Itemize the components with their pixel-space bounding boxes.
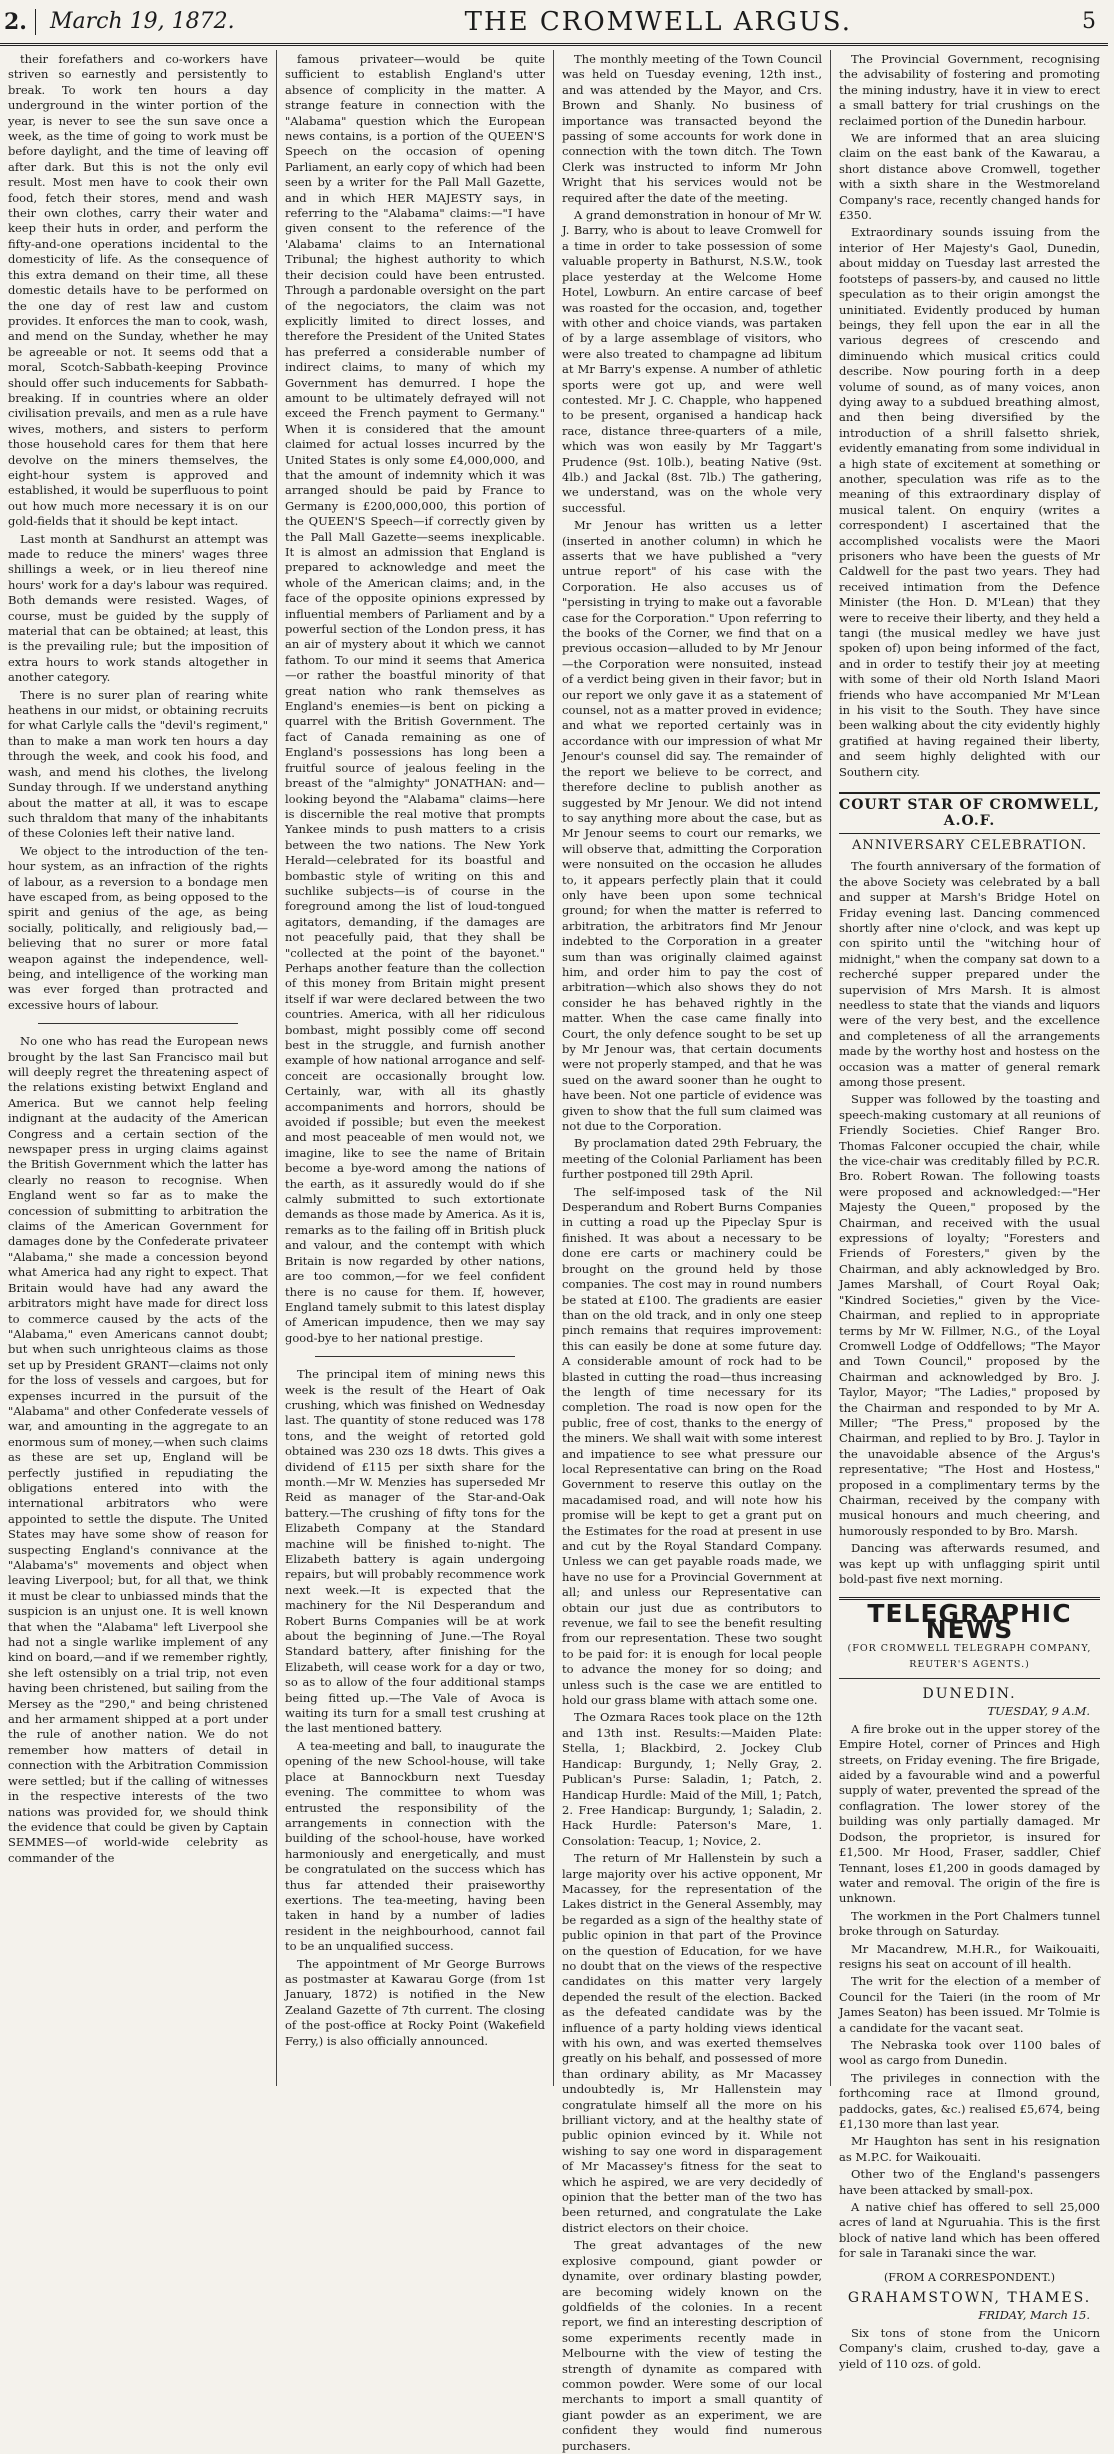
article-paragraph: A tea-meeting and ball, to inaugurate the opening of the new School-house, will take place at Bannockburn next Tuesday evening. The committee to whom was entrusted the responsibility of the arrangements in connection with the building of the school-house, have worked harmoniously and energetically, and must be congratulated on the success which has thus far attended their praiseworthy exertions. The tea-meeting, having been taken in hand by a number of ladies resident in the neighbourhood, cannot fail to be an unqualified success.: [285, 1738, 545, 1954]
article-paragraph: Mr Jenour has written us a letter (inserted in another column) in which he asserts that we have published a "very untrue report" of his case with the Corporation. He also accuses us of "persisting in trying to make out a favorable case for the Corporation." Upon referring to the books of the Corner, we find that on a previous occasion—alluded to by Mr Jenour—the Corporation were nonsuited, instead of a verdict being given in their favor; but in our report we only gave it as a statement of counsel, not as a matter proved in evidence; and what we reported certainly was in accordance with our impression of what Mr Jenour's counsel did say. The remainder of the report we believe to be correct, and therefore decline to publish another as suggested by Mr Jenour. We did not intend to say anything more about the case, but as Mr Jenour seems to court our remarks, we will observe that, admitting the Corporation were nonsuited on the occasion he alludes to, it appears perfectly plain that it could only have been upon some technical ground; for when the matter is referred to arbitration, the arbitrators find Mr Jenour indebted to the Corporation in a greater sum than was originally claimed against him, and order him to pay the cost of arbitration—which also shows they do not consider he has behaved rightly in the matter. When the case came finally into Court, the only defence sought to be set up by Mr Jenour was, that certain documents were not properly stamped, and that he was sued on the award sooner than he ought to have been. Not one particle of evidence was given to show that the full sum claimed was not due to the Corporation.: [562, 518, 822, 1134]
page-number-right: 5: [1082, 9, 1096, 34]
article-paragraph: No one who has read the European news brought by the last San Francisco mail but will deeply regret the threatening aspect of the relations existing betwixt England and America. But we cannot help feeling indignant at the audacity of the American Congress and a certain section of the newspaper press in urging claims against the British Government which the latter has clearly no reason to recognise. When England went so far as to make the concession of submitting to arbitration the claims of the American Government for damages done by the Confederate privateer "Alabama," she made a concession beyond what America had any right to expect. That Britain would have had any award the arbitrators might have made for direct loss to commerce caused by the acts of the "Alabama," even Americans cannot doubt; but when such unrighteous claims as those set up by President GRANT—claims not only for the loss of vessels and cargoes, but for expenses incurred in the pursuit of the "Alabama" and other Confederate vessels of war, and amounting in the aggregate to an enormous sum of money,—when such claims as these are set up, England will be perfectly justified in repudiating the obligations entered into with the international arbitrators who were appointed to settle the dispute. The United States may have some show of reason for suspecting England's connivance at the "Alabama's" movements and object when leaving Liverpool; but, for all that, we think it must be clear to unbiassed minds that the suspicion is an unjust one. It is well known that when the "Alabama" left Liverpool she had not a single warlike implement of any kind on board,—and if we remember rightly, she left ostensibly on a trial trip, not even having been christened, but sailing from the Mersey as the "290," and being christened and her armament shipped at a port under the rule of another nation. We do not remember how matters of detail in connection with the Arbitration Commission were settled; but if the calling of witnesses in the respective interests of the two nations was provided for, we should think the evidence that could be given by Captain SEMMES—of world-wide celebrity as commander of the: [8, 1034, 269, 1865]
correspondent-note: (FROM A CORRESPONDENT.): [883, 2270, 1055, 2284]
article-paragraph: We object to the introduction of the ten-hour system, as an infraction of the rights of labour, as a reversion to a bondage men have escaped from, as being opposed to the spirit and genius of the age, as being socially, politically, and religiously bad,—believing that no surer or more fatal weapon against the independence, well-being, and intelligence of the working man was ever forged than protracted and excessive hours of labour.: [8, 843, 268, 1012]
city-heading: GRAHAMSTOWN, THAMES.: [847, 2290, 1092, 2307]
divider: [38, 1023, 238, 1024]
article-paragraph: The great advantages of the new explosive compound, giant powder or dynamite, over ordinary blasting powder, are becoming widely known on the goldfields of the colonies. In a recent report, we find an interesting description of some experiments recently made in Melbourne with the view of testing the strength of dynamite as compared with common powder. Were some of our local merchants to import a small quantity of giant powder as an experiment, we are confident they would find numerous purchasers.: [562, 2238, 822, 2453]
dateline: FRIDAY, March 15.: [978, 2308, 1090, 2323]
news-item: Six tons of stone from the Unicorn Company's claim, crushed to-day, gave a yield of 110 ozs. of gold.: [839, 2325, 1100, 2371]
article-paragraph: We are informed that an area sluicing claim on the east bank of the Kawarau, a short distance above Cromwell, together with a sixth share in the Westmoreland Company's race, recently changed hands for £350.: [839, 131, 1100, 223]
article-paragraph: The fourth anniversary of the formation of the above Society was celebrated by a ball and supper at Marsh's Bridge Hotel on Friday evening last. Dancing commenced shortly after nine o'clock, and was kept up con spirito until the "witching hour of midnight," when the company sat down to a recherché supper prepared under the supervision of Mrs Marsh. It is almost needless to state that the viands and liquors were of the very best, and the excellence and completeness of all the arrangements made by the worthy host and hostess on the occasion was a matter of general remark among those present.: [839, 859, 1100, 1089]
article-paragraph: The Provincial Government, recognising the advisability of fostering and promoting the mining industry, have it in view to erect a small battery for trial crushings on the reclaimed portion of the Dunedin harbour.: [839, 52, 1100, 128]
news-item: Mr Haughton has sent in his resignation as M.P.C. for Waikouaiti.: [839, 2134, 1100, 2164]
news-item: The writ for the election of a member of Council for the Taieri (in the room of Mr James Seaton) has been issued. Mr Tolmie is a candidate for the vacant seat.: [839, 1974, 1100, 2035]
news-item: A native chief has offered to sell 25,000 acres of land at Nguruahia. This is the first block of native land which has been offered for sale in Taranaki since the war.: [839, 2200, 1100, 2261]
issue-date: March 19, 1872.: [49, 9, 235, 34]
news-item: The privileges in connection with the forthcoming race at Ilmond ground, paddocks, gates, &c.) realised £5,674, being £1,130 more than last year.: [839, 2070, 1100, 2131]
news-item: The Nebraska took over 1100 bales of wool as cargo from Dunedin.: [839, 2037, 1100, 2068]
column-1: [0, 50, 277, 2086]
masthead: [0, 0, 1108, 46]
newspaper-title: THE CROMWELL ARGUS.: [464, 6, 852, 37]
news-item: Mr Macandrew, M.H.R., for Waikouaiti, resigns his seat on account of ill health.: [839, 1941, 1100, 1971]
column-2: [277, 50, 554, 2086]
article-paragraph: Supper was followed by the toasting and speech-making customary at all reunions of Friendly Societies. Chief Ranger Bro. Thomas Falconer occupied the chair, while the vice-chair was creditably filled by P.C.R. Bro. Robert Rowan. The following toasts were proposed and acknowledged:—"Her Majesty the Queen," proposed by the Chairman, and received with the usual expressions of loyalty; "Foresters and Friends of Foresters," given by the Chairman, and ably acknowledged by Bro. James Marshall, of Court Royal Oak; "Kindred Societies," given by the Vice-Chairman, and replied to in appropriate terms by Mr W. Fillmer, N.G., of the Loyal Cromwell Lodge of Oddfellows; "The Mayor and Town Council," proposed by the Chairman and acknowledged by Bro. J. Taylor, Mayor; "The Ladies," proposed by the Chairman and responded to by Mr A. Miller; "The Press," proposed by the Chairman, and replied to by Bro. J. Taylor in the unavoidable absence of the Argus's representative; "The Host and Hostess," proposed in a complimentary terms by the Chairman, received by the company with musical honours and much cheering, and humorously responded to by Bro. Marsh.: [839, 1092, 1100, 1538]
page-number-left: 2.: [4, 9, 36, 35]
columns: [0, 50, 1108, 2453]
article-paragraph: By proclamation dated 29th February, the meeting of the Colonial Parliament has been further postponed till 29th April.: [562, 1136, 822, 1182]
section-heading-court-star: COURT STAR OF CROMWELL, A.O.F.: [839, 792, 1100, 834]
dateline: TUESDAY, 9 A.M.: [987, 1704, 1090, 1719]
column-3: [554, 50, 831, 2453]
article-paragraph: There is no surer plan of rearing white heathens in our midst, or obtaining recruits for what Carlyle calls the "devil's regiment," than to make a man work ten hours a day through the week, and cook his food, and wash, and mend his clothes, the livelong Sunday through. If we understand anything about the matter at all, it was to escape such thraldom that many of the inhabitants of these Colonies left their native land.: [8, 687, 268, 841]
article-paragraph: A grand demonstration in honour of Mr W. J. Barry, who is about to leave Cromwell for a time in order to take possession of some valuable property in Bathurst, N.S.W., took place yesterday at the Welcome Home Hotel, Lowburn. An entire carcase of beef was roasted for the occasion, and, together with other and choice viands, was partaken of by a large assemblage of visitors, who were also treated to champagne ad libitum at Mr Barry's expense. A number of athletic sports were got up, and were well contested. Mr J. C. Chapple, who happened to be present, organised a handicap hack race, distance three-quarters of a mile, which was won easily by Mr Taggart's Prudence (9st. 10lb.), beating Native (9st. 4lb.) and Jackal (8st. 7lb.) The gathering, we understand, was on the whole very successful.: [562, 208, 822, 515]
article-paragraph: their forefathers and co-workers have striven so earnestly and persistently to break. To work ten hours a day underground in the winter portion of the year, is never to see the sun save once a week, as the time of going to work must be before daylight, and the time of leaving off after dark. But this is not the only evil result. Most men have to cook their own food, fetch their stores, mend and wash their own clothes, carry their water and keep their huts in order, and perform the fifty-and-one operations incidental to the domesticity of life. As the consequence of this extra demand on their time, all these domestic details have to be performed on the one day of rest law and custom provides. It enforces the man to cook, wash, and mend on the Sunday, whether he may be agreeable or not. It seems odd that a moral, Scotch-Sabbath-keeping Province should offer such inducements for Sabbath-breaking. If in countries where an older civilisation prevails, and men as a rule have wives, mothers, and sisters to perform those household cares for them that here devolve on the miners themselves, the eight-hour system is approved and established, it would be superfluous to point out how much more necessary it is on our gold-fields that it should be kept intact.: [8, 52, 268, 529]
news-item: A fire broke out in the upper storey of the Empire Hotel, corner of Princes and High streets, on Friday evening. The fire Brigade, aided by a favourable wind and a powerful supply of water, prevented the spread of the conflagration. The lower storey of the building was only partially damaged. Mr Dodson, the proprietor, is insured for £1,500. Mr Hood, Fraser, saddler, Chief Tennant, loses £1,200 in goods damaged by water and removal. The origin of the fire is unknown.: [839, 1721, 1100, 1906]
section-heading-telegraphic-news: TELEGRAPHIC NEWS: [839, 1597, 1100, 1637]
article-paragraph: Extraordinary sounds issuing from the interior of Her Majesty's Gaol, Dunedin, about midday on Tuesday last arrested the footsteps of passers-by, and caused no little speculation as to their origin amongst the uninitiated. Evidently produced by human beings, they fell upon the ear in all the various degrees of crescendo and diminuendo which musical critics could describe. Now pouring forth in a deep volume of sound, as of many voices, anon dying away to a subdued breathing almost, and then being diversified by the introduction of a shrill falsetto shriek, evidently emanating from some individual in a high state of excitement at something or another, speculation was rife as to the meaning of this extraordinary display of musical talent. On enquiry (writes a correspondent) I ascertained that the accomplished vocalists were the Maori prisoners who have been the guests of Mr Caldwell for the past two years. They had received intimation from the Defence Minister (the Hon. D. M'Lean) that they were to receive their liberty, and they held a tangi (the musical medley we have just spoken of) upon being informed of the fact, and in order to testify their joy at meeting with some of their old North Island Maori friends who have accompanied Mr M'Lean in his visit to the South. They have since been walking about the city evidently highly gratified at having regained their liberty, and seem highly delighted with our Southern city.: [839, 225, 1100, 779]
news-item: The workmen in the Port Chalmers tunnel broke through on Saturday.: [839, 1908, 1100, 1939]
article-paragraph: The monthly meeting of the Town Council was held on Tuesday evening, 12th inst., and was attended by the Mayor, and Crs. Brown and Shanly. No business of importance was transacted beyond the passing of some accounts for work done in connection with the town ditch. The Town Clerk was instructed to inform Mr John Wright that his services would not be required after the date of the meeting.: [562, 52, 822, 205]
article-paragraph: The self-imposed task of the Nil Desperandum and Robert Burns Companies in cutting a road up the Pipeclay Spur is finished. It was about a necessary to be done ere carts or machinery could be brought on the ground held by those companies. The cost may in round numbers be stated at £100. The gradients are easier than on the old track, and in only one steep pinch remains that requires improvement: this can easily be done at some future day. A considerable amount of rock had to be blasted in cutting the road—thus increasing the length of time necessary for its completion. The road is now open for the public, free of cost, thanks to the energy of the miners. We shall wait with some interest and impatience to see what pressure our local Representative can bring on the Road Government to reserve this outlay on the macadamised road, and will note how his promise will be kept to get a grant put on the Estimates for the road at present in use and cut by the Royal Standard Company. Unless we can get payable roads made, we have no use for a Provincial Government at all; and unless our Representative can obtain our just due as contributors to revenue, we fail to see the benefit resulting from our representation. These two sought to be paid for: it is enough for local people to advance the money for so doing; and unless such is the case we are entitled to hold our grass blame with attach some one.: [562, 1184, 822, 1708]
telegraph-source-line: (FOR CROMWELL TELEGRAPH COMPANY, REUTER'S AGENTS.): [839, 1641, 1100, 1679]
column-4: [831, 50, 1108, 2371]
section-subheading: ANNIVERSARY CELEBRATION.: [851, 837, 1088, 853]
article-paragraph: The Ozmara Races took place on the 12th and 13th inst. Results:—Maiden Plate: Stella, 1; Blackbird, 2. Jockey Club Handicap: Burgundy, 1; Nelly Gray, 2. Publican's Purse: Saladin, 1; Patch, 2. Handicap Hurdle: Maid of the Mill, 1; Patch, 2. Free Handicap: Burgundy, 1; Saladin, 2. Hack Hurdle: Paterson's Mare, 1. Consolation: Teacup, 1; Novice, 2.: [562, 1710, 822, 1848]
article-paragraph: famous privateer—would be quite sufficient to establish England's utter absence of complicity in the matter. A strange feature in connection with the "Alabama" question which the European news contains, is a portion of the QUEEN'S Speech on the occasion of opening Parliament, an early copy of which had been seen by a writer for the Pall Mall Gazette, and in which HER MAJESTY says, in referring to the "Alabama" claims:—"I have given consent to the reference of the 'Alabama' claims to an International Tribunal; the highest authority to which their decision could have been entrusted. Through a pardonable oversight on the part of the negociators, the claim was not explicitly limited to direct losses, and therefore the President of the United States has preferred a considerable number of indirect claims, to many of which my Government has demurred. I hope the amount to be ultimately defrayed will not exceed the French payment to Germany." When it is considered that the amount claimed for actual losses incurred by the United States is only some £4,000,000, and that the amount of indemnity which it was arranged should be paid by France to Germany is £200,000,000, this portion of the QUEEN'S Speech—if correctly given by the Pall Mall Gazette—seems inexplicable. It is almost an admission that England is prepared to acknowledge and meet the whole of the American claims; and, in the face of the opposite opinions expressed by influential members of Parliament and by a powerful section of the London press, it has an air of mystery about it which we cannot fathom. To our mind it seems that America—or rather the boastful minority of that great nation who rank themselves as England's enemies—is bent on picking a quarrel with the British Government. The fact of Canada remaining as one of England's possessions has long been a fruitful source of jealous feeling in the breast of the "almighty" JONATHAN: and—looking beyond the "Alabama" claims—here is discernible the real motive that prompts Yankee minds to push matters to a crisis between the two nations. The New York Herald—celebrated for its boastful and bombastic style of writing on this and suchlike subjects—is of course in the foreground among the list of loud-tongued agitators, demanding, if the damages are not peacefully paid, that they shall be "collected at the point of the bayonet." Perhaps another feature than the collection of this money from Britain might present itself if war were declared between the two countries. America, with all her ridiculous bombast, might possibly come off second best in the struggle, and furnish another example of how national arrogance and self-conceit are occasionally brought low. Certainly, war, with all its ghastly accompaniments and horrors, should be avoided if possible; but even the meekest and most peaceable of men would not, we imagine, like to see the name of Britain become a bye-word among the nations of the earth, as it assuredly would do if she calmly submitted to such extortionate demands as those made by America. As it is, remarks as to the failing off in British pluck and valour, and the contempt with which Britain is now regarded by other nations, are too common,—for we feel confident there is no cause for them. If, however, England tamely submit to this latest display of American impudence, then we may say good-bye to her national prestige.: [285, 52, 545, 1345]
article-paragraph: Last month at Sandhurst an attempt was made to reduce the miners' wages three shillings a week, or in lieu thereof nine hours' work for a day's labour was required. Both demands were resisted. Wages, of course, must be guided by the supply of material that can be obtained; at least, this is the prevailing rule; but the imposition of extra hours to work stands altogether in another category.: [8, 531, 268, 685]
article-paragraph: Dancing was afterwards resumed, and was kept up with unflagging spirit until bold-past five next morning.: [839, 1541, 1100, 1586]
article-paragraph: The principal item of mining news this week is the result of the Heart of Oak crushing, which was finished on Wednesday last. The quantity of stone reduced was 178 tons, and the weight of retorted gold obtained was 230 ozs 18 dwts. This gives a dividend of £115 per sixth share for the month.—Mr W. Menzies has superseded Mr Reid as manager of the Star-and-Oak battery.—The crushing of fifty tons for the Elizabeth Company at the Standard machine will be finished to-night. The Elizabeth battery is again undergoing repairs, but will probably recommence work next week.—It is expected that the machinery for the Nil Desperandum and Robert Burns Companies will be at work about the beginning of June.—The Royal Standard battery, after finishing for the Elizabeth, will cease work for a day or two, so as to allow of the four additional stamps being fitted up.—The Vale of Avoca is waiting its turn for a small test crushing at the last mentioned battery.: [285, 1367, 545, 1736]
city-heading: DUNEDIN.: [922, 1686, 1017, 1703]
divider: [315, 1356, 515, 1357]
article-paragraph: The return of Mr Hallenstein by such a large majority over his active opponent, Mr Macassey, for the representation of the Lakes district in the General Assembly, may be regarded as a sign of the healthy state of public opinion in that part of the Province on the question of Education, for we have no doubt that on the views of the respective candidates on this matter very largely depended the result of the election. Backed as the defeated candidate was by the influence of a party holding views identical with his own, and was exerted themselves greatly on his behalf, and possessed of more than ordinary ability, as Mr Macassey undoubtedly is, Mr Hallenstein may congratulate himself all the more on his brilliant victory, and at the healthy state of public opinion evinced by it. While not wishing to say one word in disparagement of Mr Macassey's fitness for the seat to which he aspired, we are very decidedly of opinion that the better man of the two has been returned, and congratulate the Lake district electors on their choice.: [562, 1851, 822, 2235]
article-paragraph: The appointment of Mr George Burrows as postmaster at Kawarau Gorge (from 1st January, 1872) is notified in the New Zealand Gazette of 7th current. The closing of the post-office at Rocky Point (Wakefield Ferry,) is also officially announced.: [285, 1956, 545, 2048]
news-item: Other two of the England's passengers have been attacked by small-pox.: [839, 2167, 1100, 2197]
